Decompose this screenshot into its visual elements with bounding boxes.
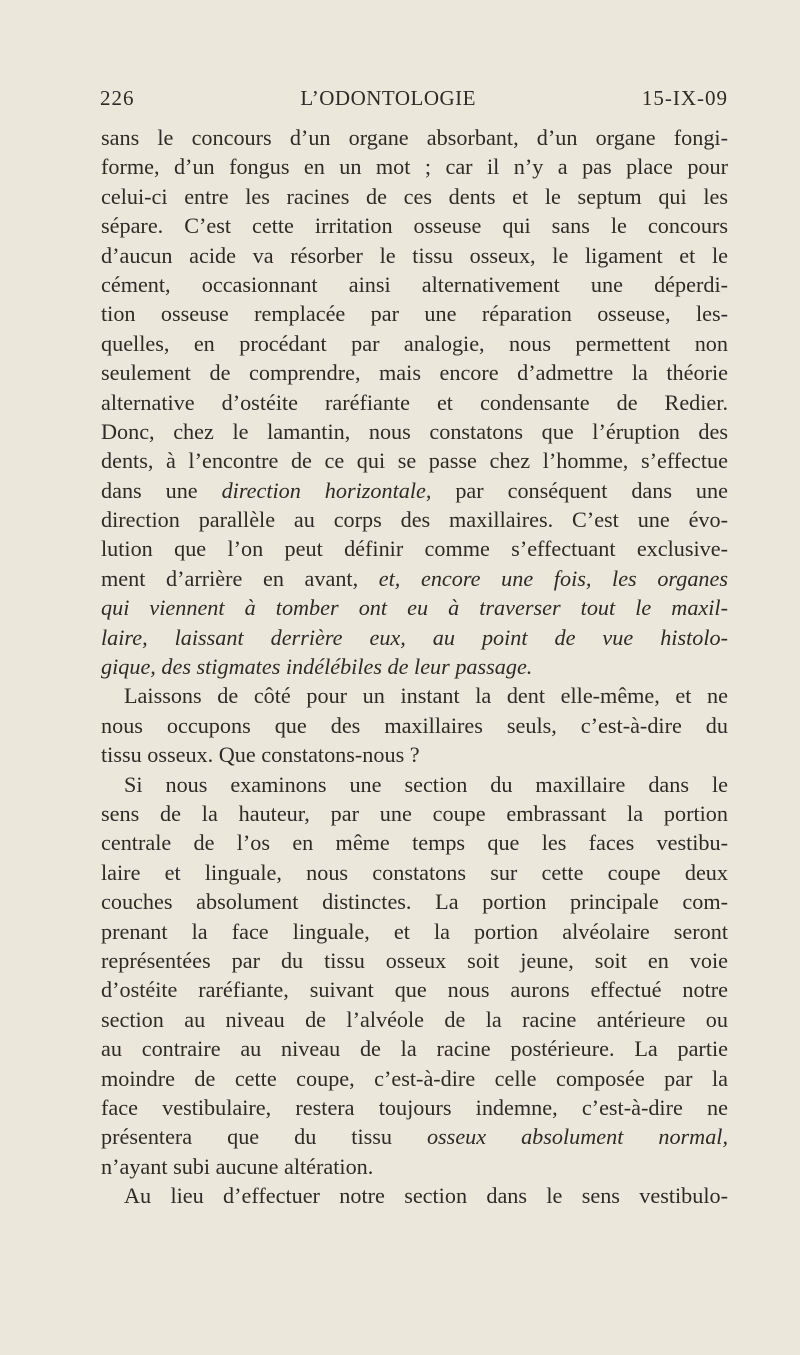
text-line xyxy=(101,1005,728,1034)
issue-date: 15-IX-09 xyxy=(641,86,728,110)
text-line xyxy=(101,1064,728,1093)
text-line xyxy=(101,593,728,622)
text-line xyxy=(101,211,728,240)
text-line xyxy=(101,1034,728,1063)
text-line xyxy=(101,564,728,593)
text-segment: moindre de cette coupe, c’est-à-dire celle composée par la xyxy=(101,1065,728,1091)
text-line xyxy=(101,623,728,652)
text-segment: tion osseuse remplacée par une réparation osseuse, les- xyxy=(101,301,728,327)
text-line xyxy=(101,270,728,299)
text-segment: face vestibulaire, restera toujours indemne, c’est-à-dire ne xyxy=(101,1094,728,1120)
text-segment: sans le concours d’un organe absorbant, d’un organe fongi- xyxy=(101,125,728,150)
text-line xyxy=(101,681,728,710)
text-segment: représentées par du tissu osseux soit jeune, soit en voie xyxy=(101,947,728,973)
text-segment: quelles, en procédant par analogie, nous permettent non xyxy=(101,330,728,356)
text-line xyxy=(101,1152,728,1181)
text-line xyxy=(101,1093,728,1122)
text-segment: alternative d’ostéite raréfiante et condensante de Redier. xyxy=(101,389,728,415)
text-segment: celui-ci entre les racines de ces dents et le septum qui les xyxy=(101,183,728,209)
text-line xyxy=(101,417,728,446)
text-line xyxy=(101,887,728,916)
text-line xyxy=(101,123,728,152)
text-line xyxy=(101,299,728,328)
text-line xyxy=(101,740,728,769)
text-segment: seulement de comprendre, mais encore d’admettre la théorie xyxy=(101,360,728,386)
text-line xyxy=(101,388,728,417)
italic-text: direction horizontale, xyxy=(221,477,432,503)
text-line xyxy=(101,975,728,1004)
text-segment: sens de la hauteur, par une coupe embrassant la portion xyxy=(101,800,728,826)
text-segment: ment d’arrière en avant, xyxy=(101,565,379,591)
italic-text: laire, laissant derrière eux, au point de vue histolo- xyxy=(101,624,728,650)
italic-text: osseux absolument normal, xyxy=(426,1124,728,1150)
text-segment: centrale de l’os en même temps que les faces vestibu- xyxy=(101,830,728,856)
body-text xyxy=(101,123,728,1210)
text-segment: par conséquent dans une xyxy=(431,477,728,503)
journal-title: L’ODONTOLOGIE xyxy=(300,86,476,110)
text-segment: sépare. C’est cette irritation osseuse qui sans le concours xyxy=(101,213,728,239)
running-header xyxy=(100,86,728,111)
text-line xyxy=(101,152,728,181)
text-segment: Donc, chez le lamantin, nous constatons que l’éruption des xyxy=(101,418,728,444)
text-line xyxy=(101,711,728,740)
italic-text: et, encore une fois, les organes xyxy=(378,565,728,591)
text-segment: Laissons de côté pour un instant la dent elle-même, et ne xyxy=(124,683,728,709)
text-line xyxy=(101,446,728,475)
text-segment: couches absolument distinctes. La portion principale com- xyxy=(101,889,728,915)
text-segment: direction parallèle au corps des maxillaires. C’est une évo- xyxy=(101,507,728,533)
text-segment: n’ayant subi aucune altération. xyxy=(101,1153,374,1179)
text-line xyxy=(101,358,728,387)
text-segment: Si nous examinons une section du maxillaire dans le xyxy=(124,771,728,797)
text-segment: d’ostéite raréfiante, suivant que nous aurons effectué notre xyxy=(101,977,728,1003)
text-line xyxy=(101,917,728,946)
text-line xyxy=(101,534,728,563)
text-segment: tissu osseux. Que constatons-nous ? xyxy=(101,742,420,768)
text-line xyxy=(101,505,728,534)
text-segment: dents, à l’encontre de ce qui se passe chez l’homme, s’effectue xyxy=(101,448,728,474)
text-line xyxy=(101,828,728,857)
text-line xyxy=(101,770,728,799)
text-segment: nous occupons que des maxillaires seuls, c’est-à-dire du xyxy=(101,712,728,738)
text-segment: section au niveau de l’alvéole de la racine antérieure ou xyxy=(101,1006,728,1032)
text-line xyxy=(101,476,728,505)
text-line xyxy=(101,182,728,211)
text-line xyxy=(101,329,728,358)
text-line xyxy=(101,241,728,270)
text-segment: forme, d’un fongus en un mot ; car il n’y a pas place pour xyxy=(101,154,728,180)
text-segment: d’aucun acide va résorber le tissu osseux, le ligament et le xyxy=(101,242,728,268)
page-number: 226 xyxy=(100,86,135,110)
text-segment: au contraire au niveau de la racine postérieure. La partie xyxy=(101,1036,728,1062)
text-segment: lution que l’on peut définir comme s’effectuant exclusive- xyxy=(101,536,728,562)
text-line xyxy=(101,1122,728,1151)
text-line xyxy=(101,858,728,887)
text-segment: dans une xyxy=(101,477,222,503)
text-segment: Au lieu d’effectuer notre section dans le sens vestibulo- xyxy=(124,1183,728,1209)
text-line xyxy=(101,652,728,681)
text-line xyxy=(101,946,728,975)
text-line xyxy=(101,799,728,828)
text-segment: laire et linguale, nous constatons sur cette coupe deux xyxy=(101,859,728,885)
italic-text: gique, des stigmates indélébiles de leur passage. xyxy=(101,654,533,680)
text-segment: présentera que du tissu xyxy=(101,1124,427,1150)
text-segment: prenant la face linguale, et la portion alvéolaire seront xyxy=(101,918,728,944)
italic-text: qui viennent à tomber ont eu à traverser tout le maxil- xyxy=(101,595,728,621)
text-line xyxy=(101,1181,728,1210)
text-segment: cément, occasionnant ainsi alternativement une déperdi- xyxy=(101,271,728,297)
